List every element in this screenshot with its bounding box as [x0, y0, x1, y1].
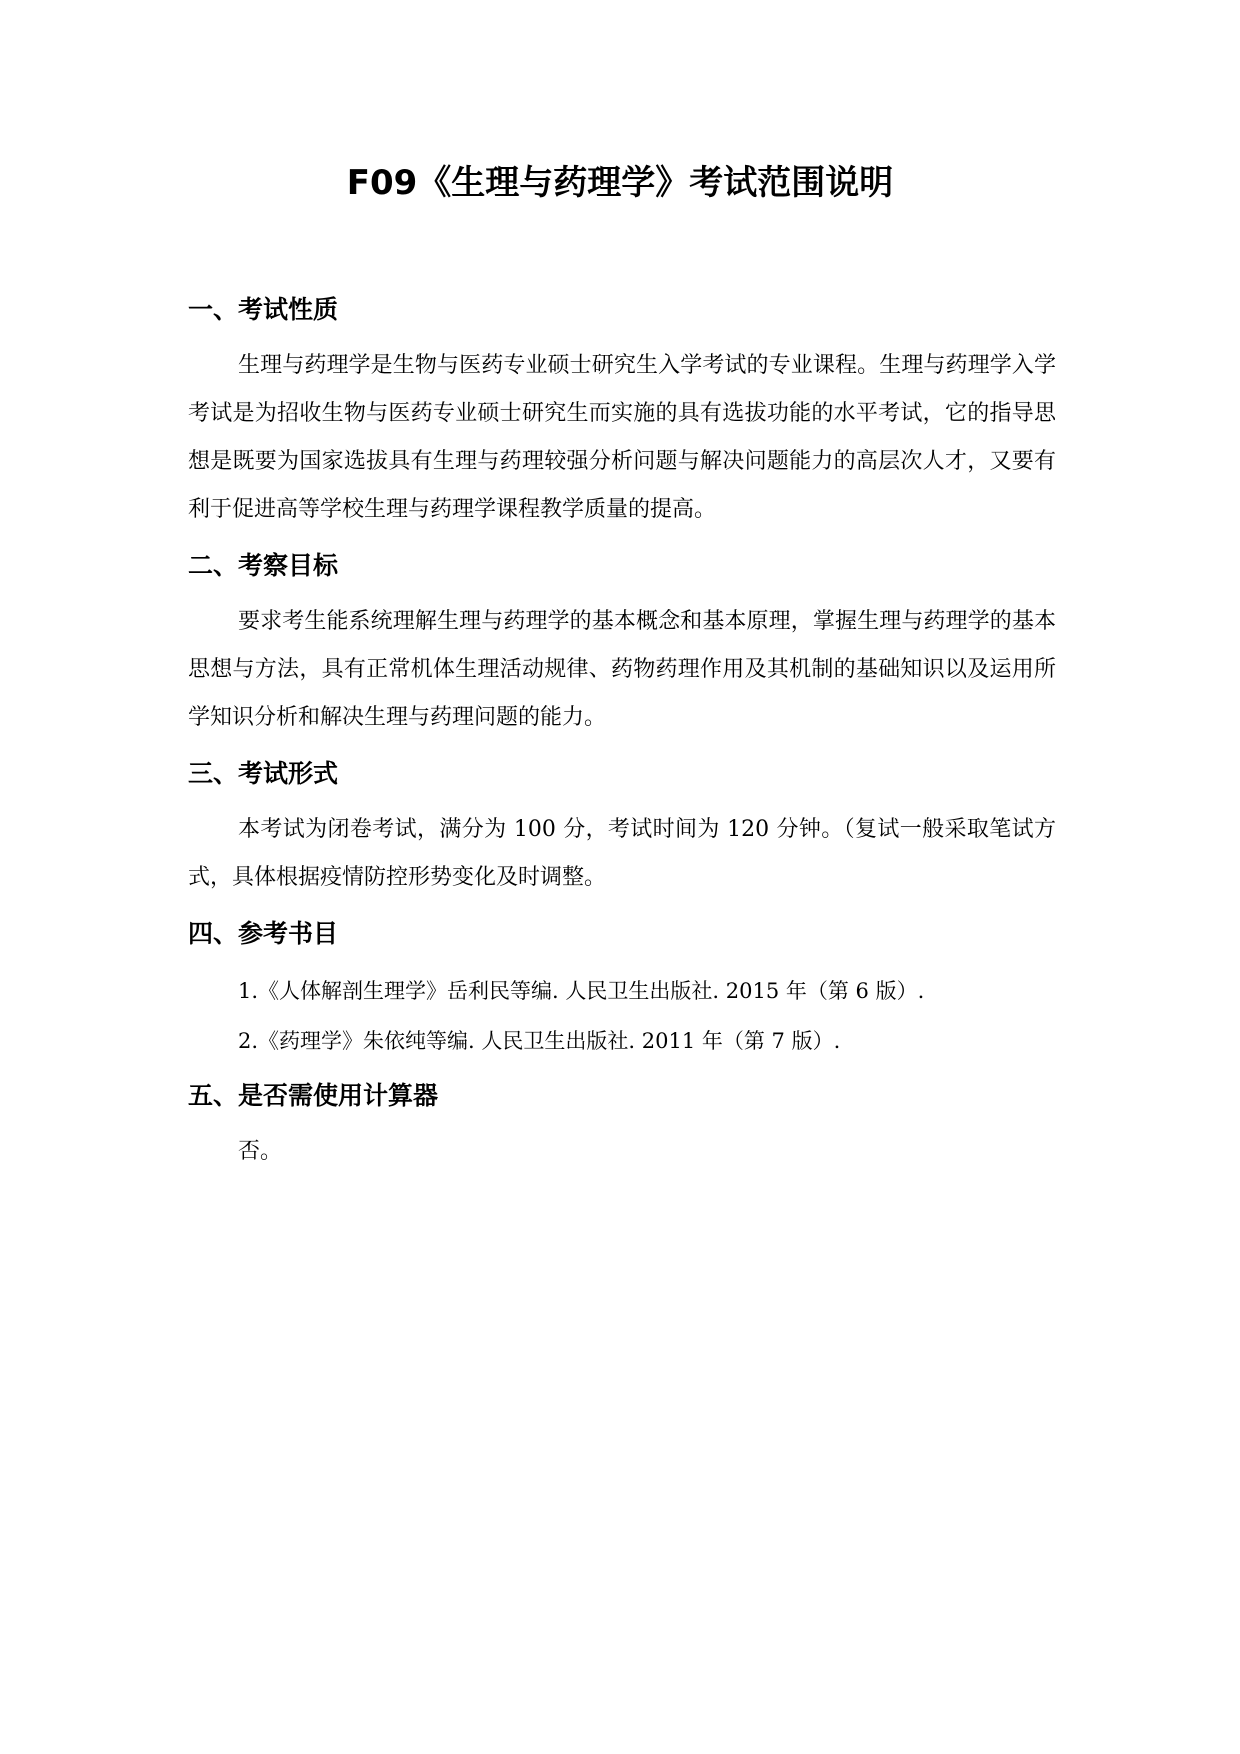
- reference-item: 1.《人体解剖生理学》岳利民等编. 人民卫生出版社. 2015 年（第 6 版）.: [238, 979, 925, 1003]
- paragraph-exam-format: 本考试为闭卷考试，满分为 100 分，考试时间为 120 分钟。（复试一般采取笔试方式，具体根据疫情防控形势变化及时调整。: [188, 817, 1056, 890]
- section-heading-exam-format: 三、考试形式: [188, 759, 339, 788]
- section-heading-exam-objectives: 二、考察目标: [188, 551, 339, 580]
- paragraph-exam-objectives: 要求考生能系统理解生理与药理学的基本概念和基本原理，掌握生理与药理学的基本思想与方法，具有正常机体生理活动规律、药物药理作用及其机制的基础知识以及运用所学知识分析和解决生理与药理问题的能力。: [188, 609, 1056, 730]
- section-heading-exam-nature: 一、考试性质: [188, 295, 339, 324]
- section-heading-references: 四、参考书目: [188, 919, 339, 948]
- document-body: [188, 290, 1056, 1188]
- document-title: F09《生理与药理学》考试范围说明: [346, 163, 894, 203]
- section-heading-calculator: 五、是否需使用计算器: [188, 1081, 439, 1110]
- paragraph-calculator: 否。: [238, 1139, 283, 1164]
- reference-item: 2.《药理学》朱依纯等编. 人民卫生出版社. 2011 年（第 7 版）.: [238, 1029, 841, 1053]
- reference-list: [188, 966, 1056, 1066]
- paragraph-exam-nature: 生理与药理学是生物与医药专业硕士研究生入学考试的专业课程。生理与药理学入学考试是为招收生物与医药专业硕士研究生而实施的具有选拔功能的水平考试，它的指导思想是既要为国家选拔具有生理与药理较强分析问题与解决问题能力的高层次人才，又要有利于促进高等学校生理与药理学课程教学质量的提高。: [188, 353, 1056, 522]
